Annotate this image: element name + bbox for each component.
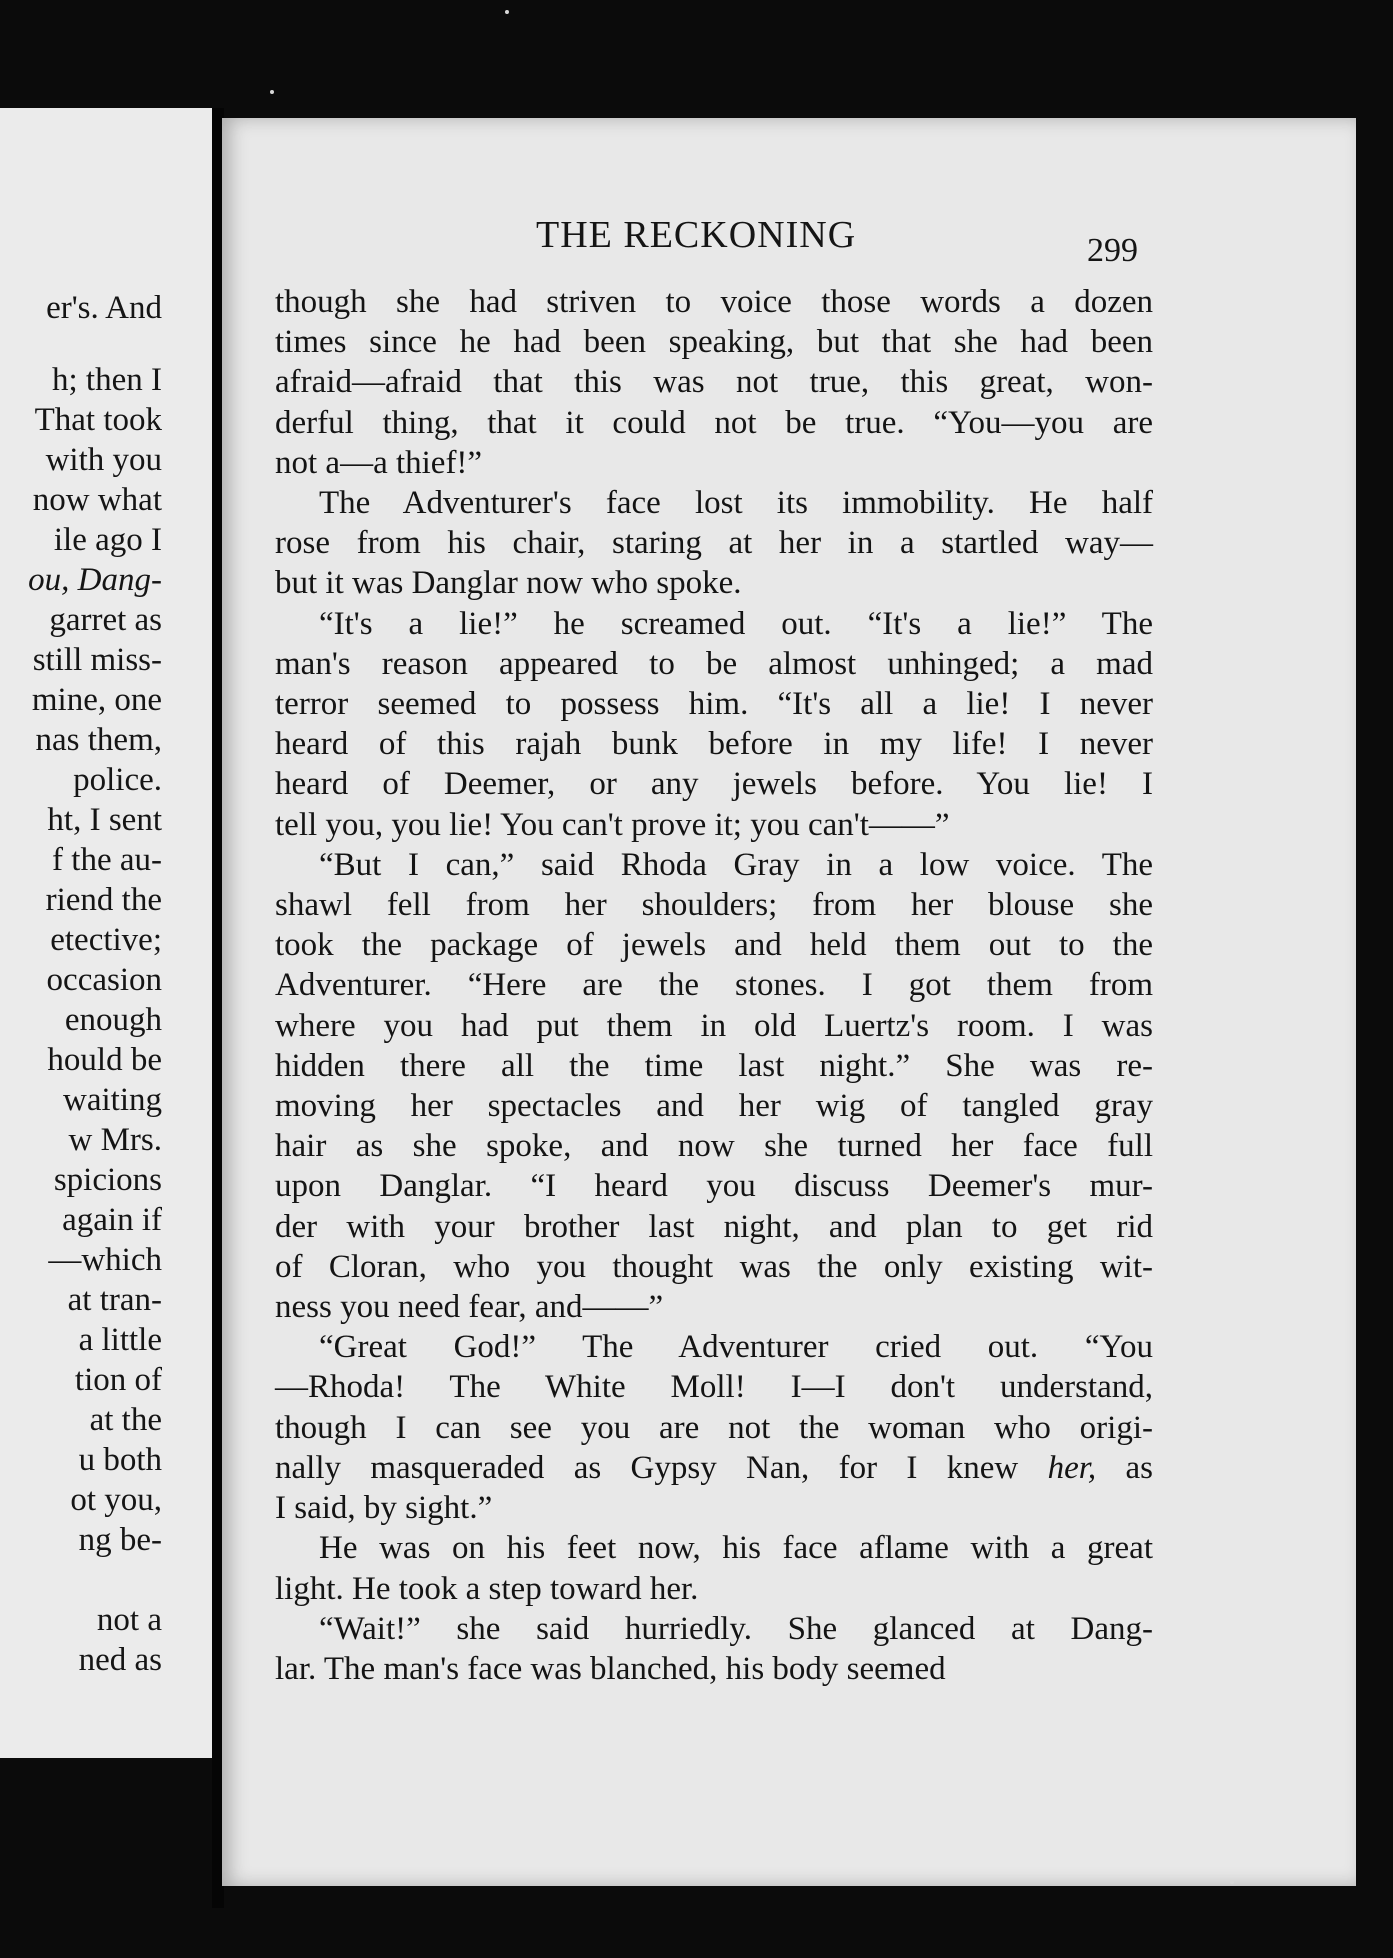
- body-text: [275, 282, 1153, 1689]
- left-page-line: waiting: [63, 1082, 162, 1118]
- left-page-line: a little: [78, 1322, 162, 1358]
- left-page-line: now what: [32, 482, 162, 518]
- left-page-line: h; then I: [52, 362, 162, 398]
- text-line: man's reason appeared to be almost unhinged; a mad: [275, 645, 1153, 682]
- text-line: “Wait!” she said hurriedly. She glanced at Dang-: [319, 1610, 1153, 1647]
- left-page-line: er's. And: [46, 290, 162, 326]
- left-page-line: enough: [64, 1002, 162, 1038]
- text-line: not a—a thief!”: [275, 444, 483, 481]
- text-line: times since he had been speaking, but that she had been: [275, 324, 1153, 361]
- text-line: —Rhoda! The White Moll! I—I don't understand,: [275, 1369, 1153, 1406]
- left-page-line: That took: [34, 402, 162, 438]
- running-head: THE RECKONING: [536, 214, 857, 256]
- dust-speck: [270, 90, 274, 94]
- text-line: heard of this rajah bunk before in my life! I never: [275, 726, 1153, 763]
- dust-speck: [505, 10, 509, 14]
- text-line: shawl fell from her shoulders; from her blouse she: [275, 887, 1153, 924]
- text-line: derful thing, that it could not be true. “You—you are: [275, 404, 1153, 441]
- left-page-line: u both: [78, 1442, 162, 1478]
- text-line: heard of Deemer, or any jewels before. You lie! I: [275, 766, 1153, 803]
- left-page-line: occasion: [46, 962, 162, 998]
- left-page-line: tion of: [74, 1362, 162, 1398]
- text-line: Adventurer. “Here are the stones. I got them from: [275, 967, 1153, 1004]
- text-line: The Adventurer's face lost its immobility. He half: [319, 485, 1153, 522]
- text-line: “Great God!” The Adventurer cried out. “You: [319, 1329, 1153, 1366]
- text-line: ness you need fear, and——”: [275, 1289, 664, 1326]
- text-line: took the package of jewels and held them out to the: [275, 927, 1153, 964]
- text-line: afraid—afraid that this was not true, this great, won-: [275, 364, 1153, 401]
- left-page-line: spicions: [53, 1162, 162, 1198]
- text-line: tell you, you lie! You can't prove it; you can't——”: [275, 806, 950, 843]
- left-page-line: at the: [89, 1402, 162, 1438]
- text-line: where you had put them in old Luertz's room. I was: [275, 1007, 1153, 1044]
- left-page-line: ou, Dang-: [28, 562, 162, 598]
- left-page-line: —which: [48, 1242, 162, 1278]
- left-page-line: ht, I sent: [47, 802, 162, 838]
- text-line: of Cloran, who you thought was the only existing wit-: [275, 1248, 1153, 1285]
- left-page-line: etective;: [50, 922, 162, 958]
- text-line: though she had striven to voice those words a dozen: [275, 284, 1153, 320]
- text-line: but it was Danglar now who spoke.: [275, 565, 742, 602]
- text-line: der with your brother last night, and plan to get rid: [275, 1208, 1153, 1245]
- text-line: hair as she spoke, and now she turned her face full: [275, 1128, 1153, 1165]
- text-line: “It's a lie!” he screamed out. “It's a lie!” The: [319, 605, 1153, 642]
- left-page-line: at tran-: [67, 1282, 162, 1318]
- text-line: light. He took a step toward her.: [275, 1570, 699, 1607]
- left-page-line: riend the: [45, 882, 162, 918]
- text-line: rose from his chair, staring at her in a startled way—: [275, 525, 1153, 562]
- left-page-line: ng be-: [78, 1522, 162, 1558]
- left-page-line: hould be: [47, 1042, 162, 1078]
- text-line: lar. The man's face was blanched, his body seemed: [275, 1650, 946, 1687]
- left-page-line: police.: [73, 762, 162, 798]
- text-line: upon Danglar. “I heard you discuss Deemer's mur-: [275, 1168, 1153, 1205]
- text-line: hidden there all the time last night.” She was re-: [275, 1047, 1153, 1084]
- left-page-line: ned as: [78, 1642, 162, 1678]
- left-page-line: still miss-: [32, 642, 162, 678]
- left-page-line: ot you,: [70, 1482, 162, 1518]
- left-page-line: w Mrs.: [68, 1122, 162, 1158]
- text-line: He was on his feet now, his face aflame with a great: [319, 1530, 1153, 1567]
- left-page-line: garret as: [49, 602, 162, 638]
- left-page-line: f the au-: [52, 842, 162, 878]
- text-line: nally masqueraded as Gypsy Nan, for I knew her, as: [275, 1449, 1153, 1486]
- text-line: “But I can,” said Rhoda Gray in a low voice. The: [319, 846, 1153, 883]
- left-page-line: not a: [96, 1602, 162, 1638]
- text-line: I said, by sight.”: [275, 1490, 493, 1527]
- left-page-line: again if: [62, 1202, 162, 1238]
- left-page-line: ile ago I: [53, 522, 162, 558]
- text-line: moving her spectacles and her wig of tangled gray: [275, 1088, 1153, 1125]
- text-line: though I can see you are not the woman who origi-: [275, 1409, 1153, 1446]
- page-number: 299: [1087, 232, 1138, 269]
- left-page-line: with you: [45, 442, 162, 478]
- left-page-line: nas them,: [35, 722, 162, 758]
- dust-speck: [1230, 1880, 1234, 1884]
- text-line: terror seemed to possess him. “It's all a lie! I never: [275, 686, 1153, 723]
- left-page-line: mine, one: [31, 682, 162, 718]
